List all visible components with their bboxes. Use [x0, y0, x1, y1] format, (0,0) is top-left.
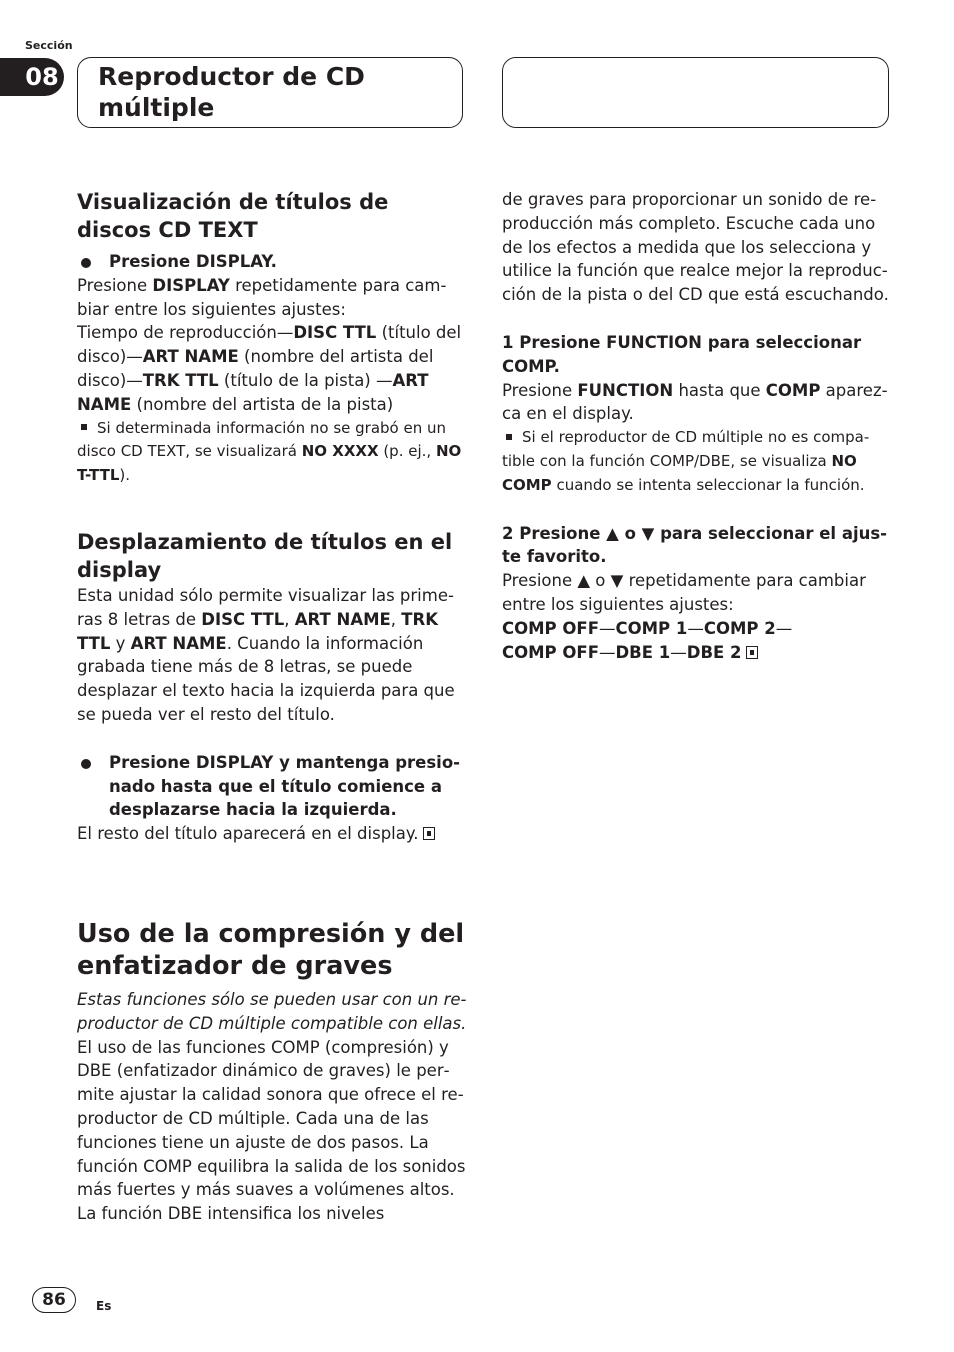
paragraph-intro-italic: Estas funciones sólo se pueden usar con un reproductor de CD múltiple compatible con ellas. [77, 989, 467, 1033]
left-column [77, 188, 467, 1226]
step-press-display: Presione DISPLAY. [77, 250, 467, 274]
paragraph-comp-dbe: El uso de las funciones COMP (compresión) y DBE (enfatizador dinámico de graves) le permite ajustar la calidad sonora que ofrece el reproductor de CD múltiple. Cada una de las funciones tiene un ajuste de dos pasos. La función COMP equilibra la salida de los sonidos más fuertes y más suaves a volúmenes altos. La función DBE intensifica los niveles [77, 1037, 466, 1224]
note-square-icon [506, 434, 512, 440]
right-column [502, 188, 892, 664]
paragraph-bass-continue: de graves para proporcionar un sonido de reproducción más completo. Escuche cada uno de los efectos a medida que los selecciona y utilice la función que realce mejor la reproducción de la pista o del CD que está escuchando. [502, 190, 889, 305]
paragraph-scroll-info: Esta unidad sólo permite visualizar las primeras 8 letras de DISC TTL, ART NAME, TRK TTL y ART NAME. Cuando la información grabada tiene más de 8 letras, se puede desplazar el texto hacia la izquierda para que se pueda ver el resto del título. [77, 585, 455, 724]
step-2-arrows: 2 Presione ▲ o ▼ para seleccionar el ajuste favorito. [502, 523, 888, 567]
heading-scroll-titles: Desplazamiento de títulos en el display [77, 529, 453, 582]
page-number: 86 [32, 1287, 76, 1313]
end-mark-icon [746, 646, 758, 659]
section-label: Sección [25, 39, 73, 52]
paragraph-rest-title: El resto del título aparecerá en el display. [77, 822, 467, 846]
page-title: Reproductor de CD múltiple [77, 57, 463, 128]
paragraph-settings-list: Tiempo de reproducción—DISC TTL (título del disco)—ART NAME (nombre del artista del disco)—TRK TTL (título de la pista) —ART NAME (nombre del artista de la pista) [77, 323, 462, 414]
note-no-info: Si determinada información no se grabó en un disco CD TEXT, se visualizará NO XXXX (p. ej., NO T-TTL). [77, 418, 462, 485]
paragraph-function-comp: Presione FUNCTION hasta que COMP aparezca en el display. [502, 380, 888, 424]
settings-sequence: COMP OFF—COMP 1—COMP 2— COMP OFF—DBE 1—DBE 2 [502, 618, 793, 662]
heading-cd-text: Visualización de títulos de discos CD TEXT [77, 190, 389, 242]
note-square-icon [81, 424, 87, 430]
paragraph-display-repeat: Presione DISPLAY repetidamente para cambiar entre los siguientes ajustes: [77, 275, 447, 319]
language-code: Es [96, 1299, 112, 1313]
note-no-comp: Si el reproductor de CD múltiple no es compatible con la función COMP/DBE, se visualiza NO COMP cuando se intenta seleccionar la función. [502, 428, 870, 494]
empty-header-box [502, 57, 889, 128]
end-mark-icon [423, 827, 435, 840]
paragraph-arrows-repeat: Presione ▲ o ▼ repetidamente para cambiar entre los siguientes ajustes: [502, 571, 866, 614]
step-1-function: 1 Presione FUNCTION para seleccionar COMP. [502, 332, 862, 376]
step-hold-display: Presione DISPLAY y mantenga presionado hasta que el título comience a desplazarse hacia la izquierda. [77, 751, 467, 822]
section-number: 08 [25, 63, 59, 91]
section-number-badge [0, 58, 64, 96]
heading-compression: Uso de la compresión y del enfatizador de graves [77, 918, 465, 981]
